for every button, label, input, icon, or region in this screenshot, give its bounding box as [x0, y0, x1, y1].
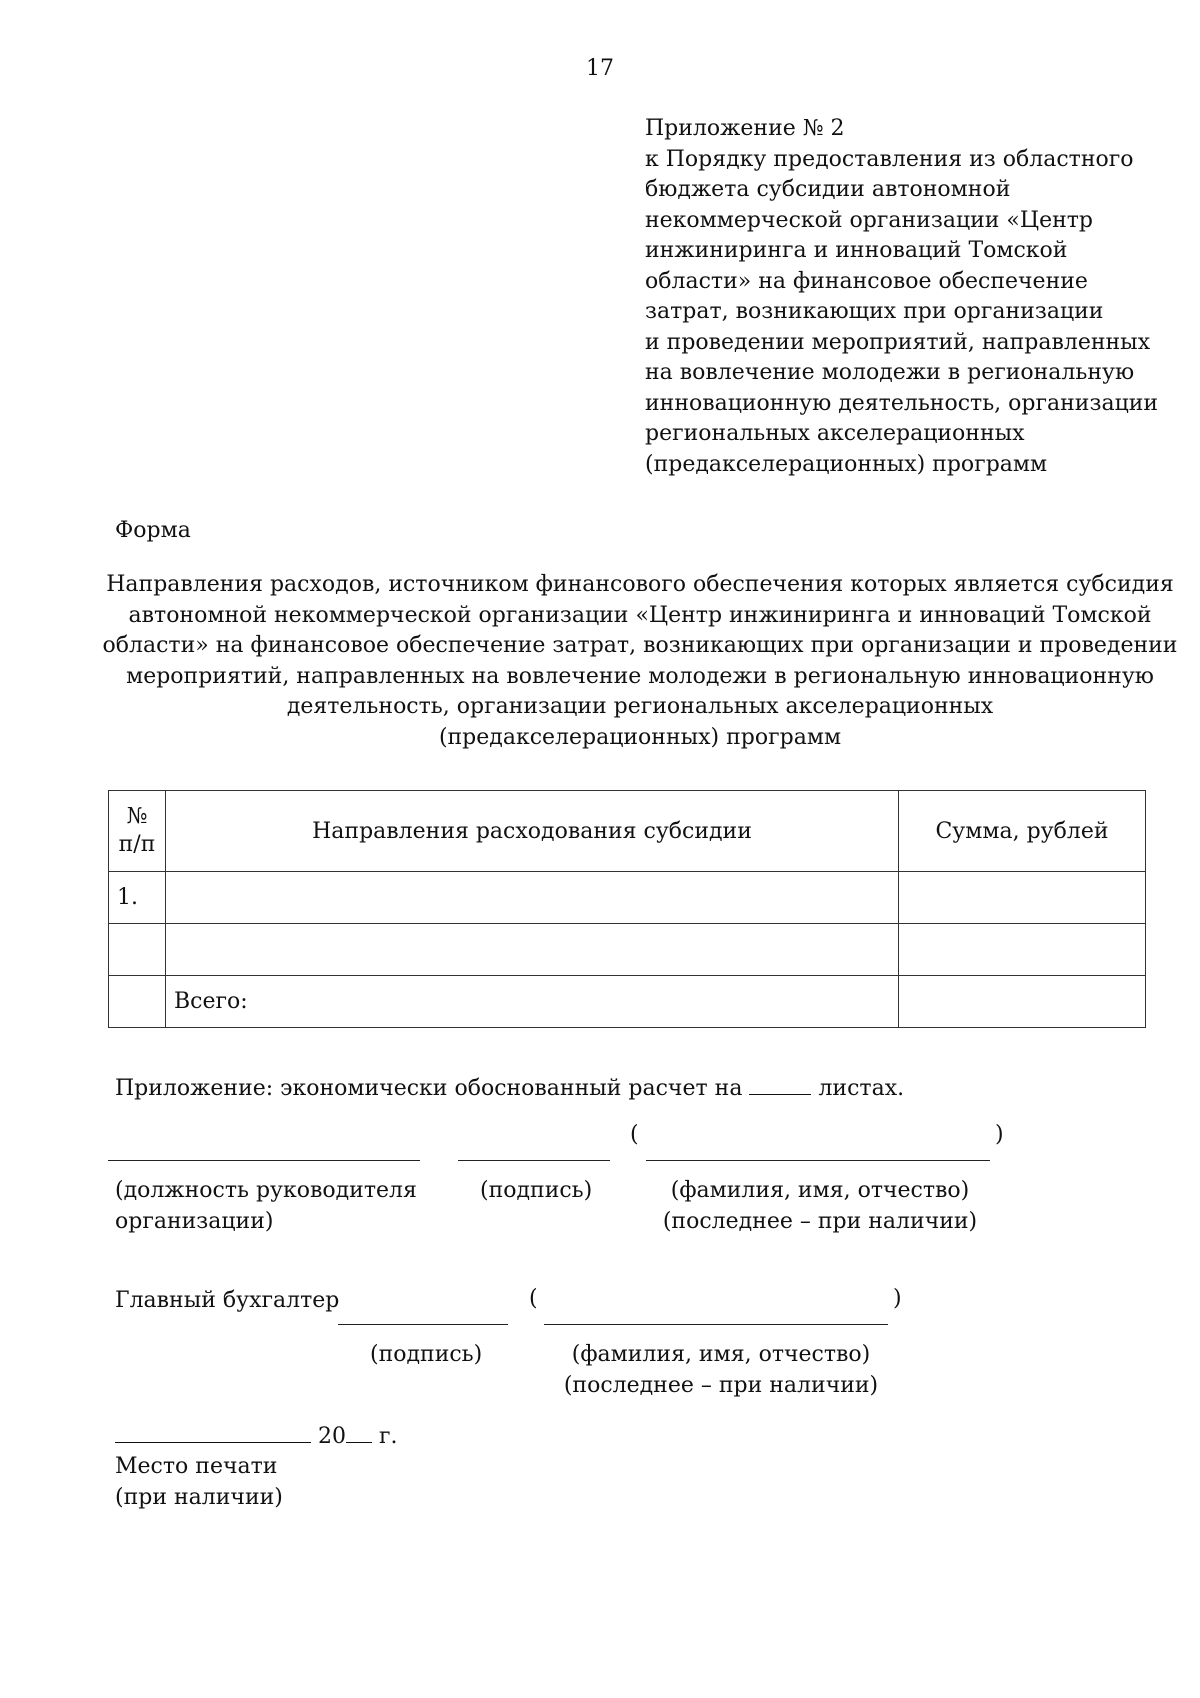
cell-num: 1.: [109, 872, 166, 924]
appendix-line: (предакселерационных) программ: [645, 451, 1048, 477]
cell-sum: [899, 872, 1146, 924]
attachment-line: [115, 1072, 904, 1101]
open-paren: (: [529, 1286, 538, 1311]
appendix-line: региональных акселерационных: [645, 421, 1025, 446]
table-row: [109, 924, 1146, 976]
appendix-line: области» на финансовое обеспечение: [645, 268, 1088, 294]
head-fullname-caption: [655, 1176, 985, 1237]
appendix-header: [645, 114, 1185, 480]
cell-num: [109, 924, 166, 976]
sheets-count-blank: [749, 1072, 811, 1095]
cell-num: [109, 976, 166, 1028]
head-signature-caption: (подпись): [480, 1178, 593, 1203]
open-paren: (: [630, 1122, 639, 1147]
caption-line: (последнее – при наличии): [563, 1372, 879, 1398]
appendix-line: инжиниринга и инноваций Томской: [645, 238, 1068, 263]
accountant-fullname-line: [544, 1324, 888, 1325]
chief-accountant-label: Главный бухгалтер: [115, 1288, 340, 1313]
attachment-suffix: листах.: [818, 1076, 905, 1101]
date-blank: [115, 1420, 311, 1443]
cell-direction: [166, 924, 899, 976]
title-line: автономной некоммерческой организации «Центр инжиниринга и инноваций Томской: [128, 602, 1152, 628]
page-number: 17: [586, 56, 614, 81]
caption-line: (должность руководителя: [115, 1178, 417, 1203]
seal-note: (при наличии): [115, 1484, 283, 1510]
appendix-line: затрат, возникающих при организации: [645, 299, 1104, 324]
caption-line: (фамилия, имя, отчество): [670, 1178, 970, 1203]
title-line: Направления расходов, источником финансового обеспечения которых является субсидия: [106, 572, 1174, 597]
close-paren: ): [995, 1122, 1004, 1147]
cell-total-sum: [899, 976, 1146, 1028]
header-sum: Сумма, рублей: [899, 791, 1146, 872]
appendix-line: некоммерческой организации «Центр: [645, 207, 1094, 233]
appendix-line: бюджета субсидии автономной: [645, 177, 1011, 202]
cell-direction: [166, 872, 899, 924]
accountant-signature-line: [338, 1324, 508, 1325]
caption-line: организации): [115, 1208, 274, 1234]
seal-label: Место печати: [115, 1454, 278, 1479]
head-signature-line: [458, 1160, 610, 1161]
document-title: [100, 570, 1180, 753]
title-line: деятельность, организации региональных акселерационных: [286, 694, 994, 719]
appendix-line: и проведении мероприятий, направленных: [645, 329, 1151, 355]
close-paren: ): [893, 1286, 902, 1311]
year-suffix: г.: [379, 1424, 398, 1449]
header-num-abbr: п/п: [118, 832, 156, 857]
table-header-row: [109, 791, 1146, 872]
seal-block: [115, 1452, 283, 1513]
cell-sum: [899, 924, 1146, 976]
accountant-signature-caption: (подпись): [370, 1342, 483, 1367]
title-line: (предакселерационных) программ: [438, 724, 842, 750]
attachment-prefix: Приложение: экономически обоснованный расчет на: [115, 1076, 743, 1101]
accountant-fullname-caption: [556, 1340, 886, 1401]
caption-line: (фамилия, имя, отчество): [571, 1342, 871, 1367]
table-row: [109, 872, 1146, 924]
head-position-line: [108, 1160, 420, 1161]
year-blank: [346, 1420, 372, 1443]
appendix-line: Приложение № 2: [645, 116, 845, 141]
head-position-caption: [115, 1176, 417, 1237]
table-row-total: [109, 976, 1146, 1028]
caption-line: (последнее – при наличии): [662, 1208, 978, 1234]
title-line: мероприятий, направленных на вовлечение молодежи в региональную инновационную: [126, 663, 1154, 689]
appendix-line: к Порядку предоставления из областного: [645, 146, 1134, 172]
title-line: области» на финансовое обеспечение затрат, возникающих при организации и проведении: [102, 633, 1178, 658]
cell-total-label: Всего:: [166, 976, 899, 1028]
year-prefix: 20: [318, 1424, 346, 1449]
header-num-symbol: №: [126, 804, 148, 829]
expense-table: [108, 790, 1146, 1028]
header-direction: Направления расходования субсидии: [166, 791, 899, 872]
date-line: [115, 1420, 398, 1453]
header-num: [109, 791, 166, 872]
appendix-line: инновационную деятельность, организации: [645, 390, 1159, 416]
form-label: Форма: [115, 518, 191, 543]
head-fullname-line: [646, 1160, 990, 1161]
appendix-line: на вовлечение молодежи в региональную: [645, 360, 1135, 385]
